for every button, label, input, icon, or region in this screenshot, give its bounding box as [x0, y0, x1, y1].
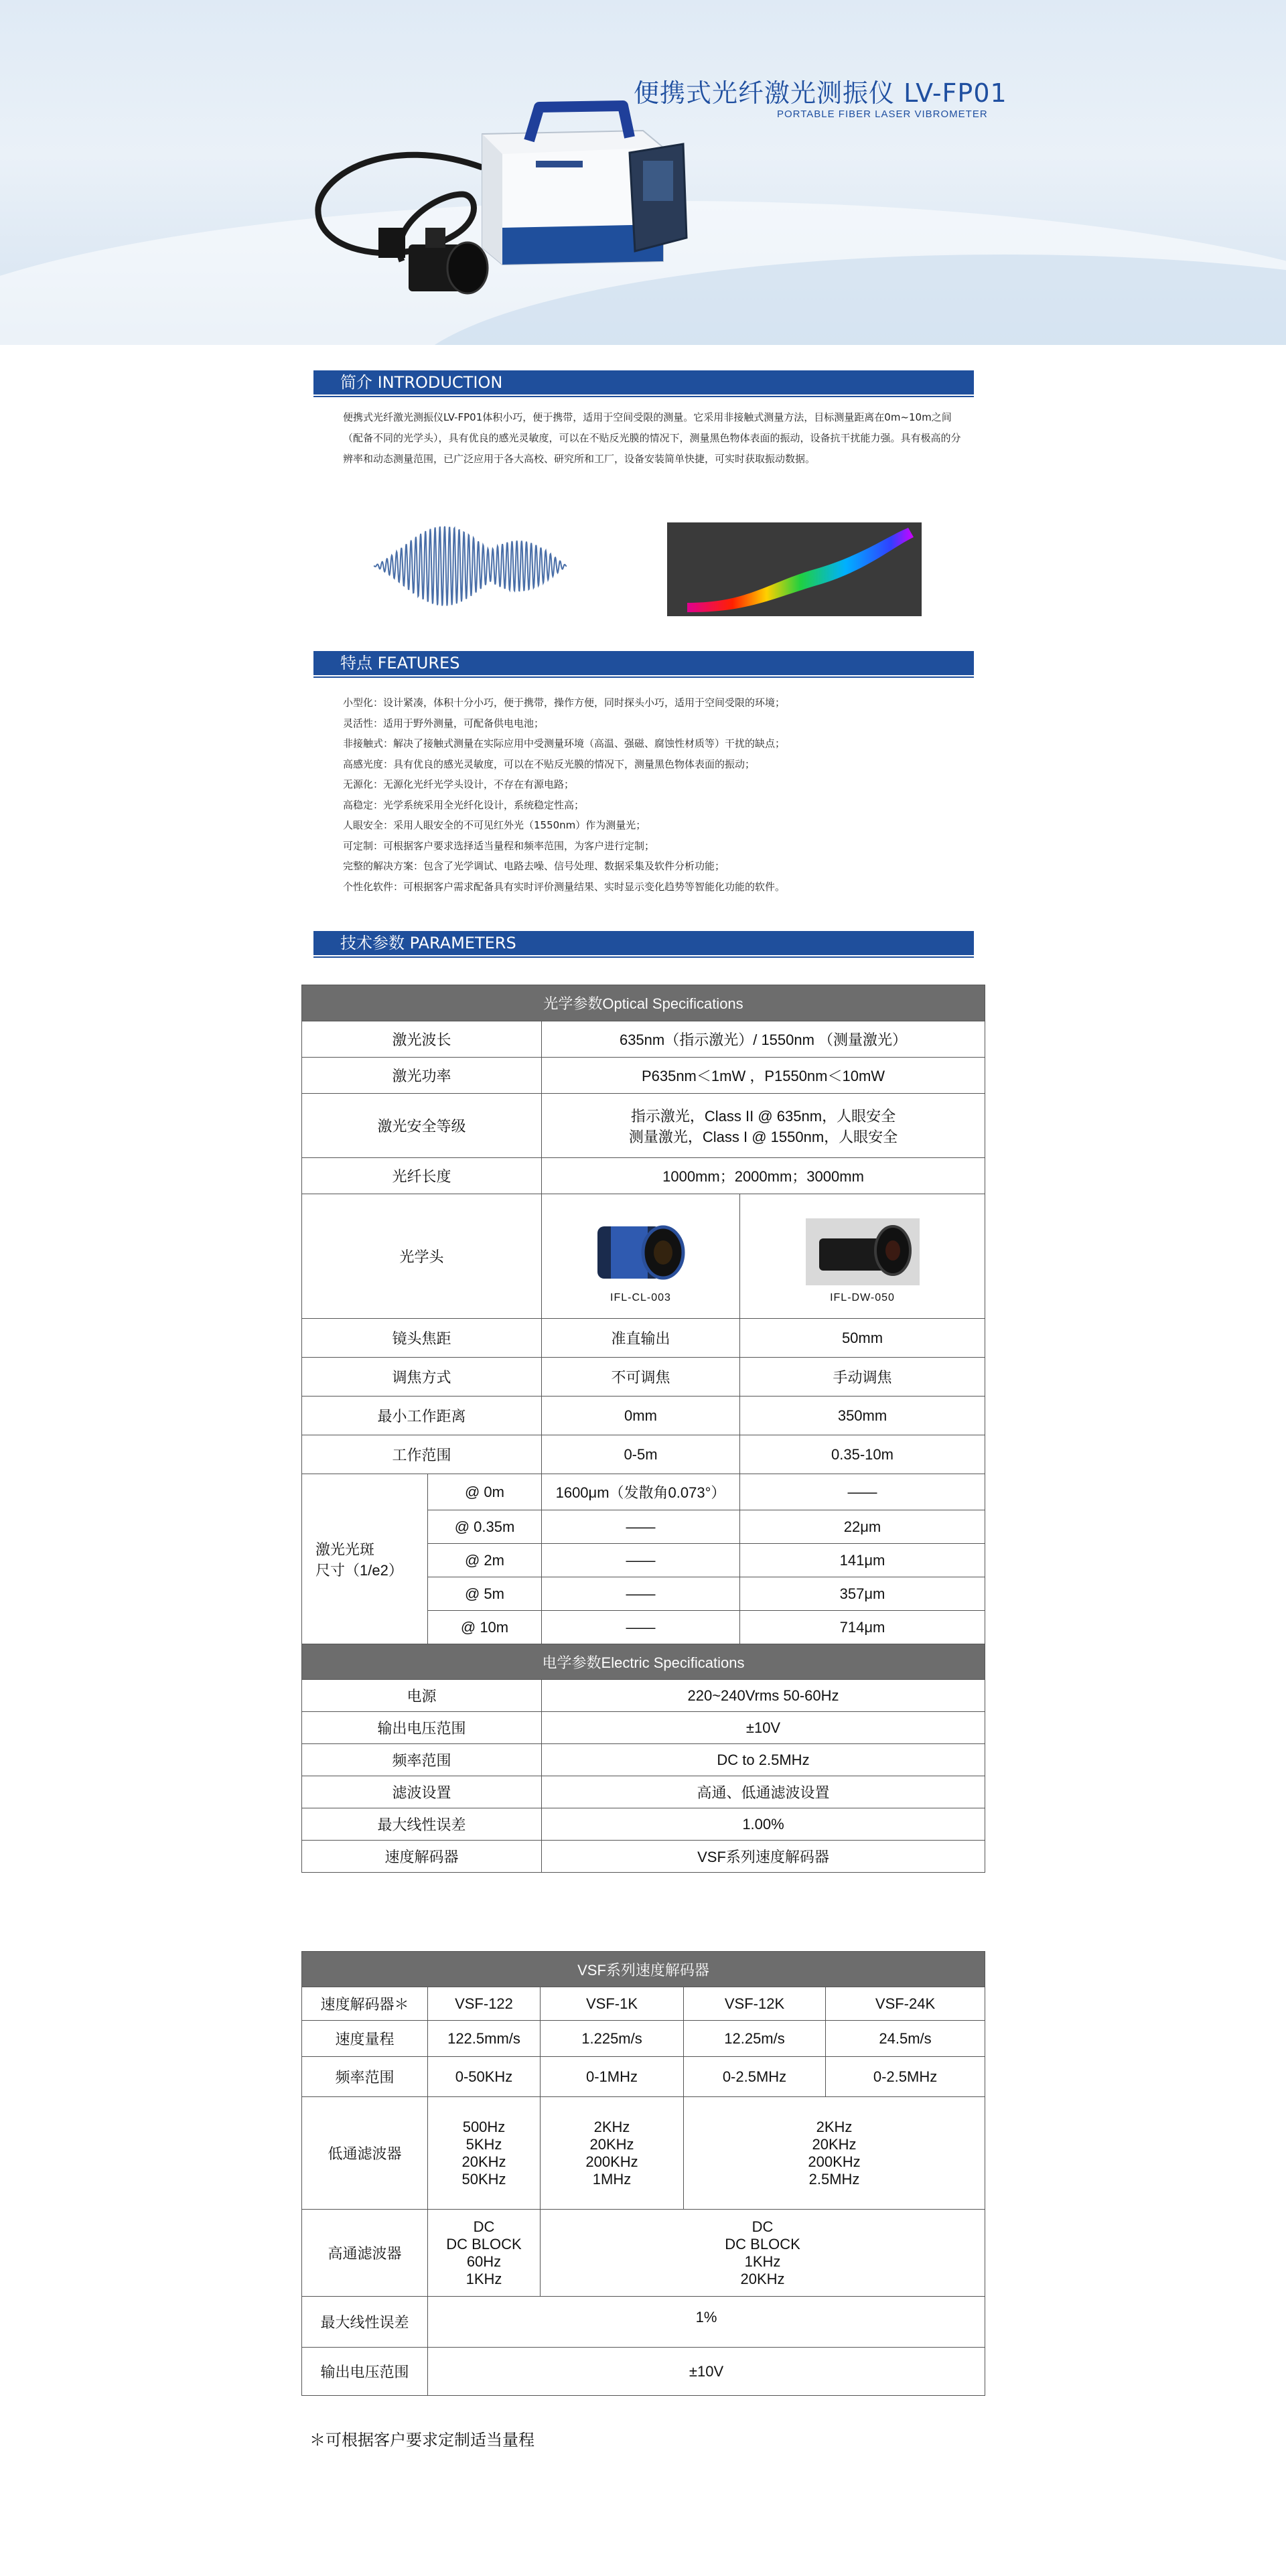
spec-label: 调焦方式 — [302, 1358, 542, 1397]
spot-distance: @ 10m — [428, 1611, 542, 1644]
section-intro-heading: 简介 INTRODUCTION — [313, 370, 974, 395]
spec-label: 输出电压范围 — [302, 1712, 542, 1744]
electric-spec-header: 电学参数Electric Specifications — [302, 1644, 985, 1680]
feature-item: 个性化软件：可根据客户需求配备具有实时评价测量结果、实时显示变化趋势等智能化功能的软件。 — [343, 880, 786, 893]
spot-value-cl: —— — [542, 1510, 740, 1544]
spec-label: 光学头 — [302, 1194, 542, 1319]
vsf-model: VSF-1K — [541, 1987, 684, 2021]
spec-label: 工作范围 — [302, 1435, 542, 1474]
spec-value: 350mm — [740, 1397, 985, 1435]
spec-label: 速度解码器 — [302, 1841, 542, 1873]
spec-label: 激光功率 — [302, 1058, 542, 1094]
spec-value: 0mm — [542, 1397, 740, 1435]
vsf-value: 0-2.5MHz — [826, 2057, 985, 2097]
filter-value: 1KHz — [744, 2252, 781, 2270]
spec-label: 电源 — [302, 1680, 542, 1712]
section-features-heading: 特点 FEATURES — [313, 651, 974, 675]
vsf-label: 速度解码器＊ — [302, 1987, 428, 2021]
spec-value — [542, 1094, 985, 1158]
vsf-value: 0-50KHz — [428, 2057, 541, 2097]
feature-item: 高稳定：光学系统采用全光纤化设计，系统稳定性高； — [343, 798, 585, 811]
filter-value: 1MHz — [592, 2170, 632, 2188]
filter-value: 20KHz — [740, 2270, 785, 2287]
optical-electric-spec-table — [301, 985, 985, 1873]
vsf-value: 0-1MHz — [541, 2057, 684, 2097]
vibration-wave-graphic — [367, 509, 575, 623]
vsf-highpass-cell — [541, 2210, 985, 2297]
optical-head-cell — [542, 1194, 740, 1319]
filter-value: 200KHz — [585, 2153, 638, 2170]
feature-item: 灵活性：适用于野外测量，可配备供电电池； — [343, 717, 545, 729]
lens-model-label: IFL-DW-050 — [830, 1291, 895, 1303]
vsf-label: 最大线性误差 — [302, 2297, 428, 2348]
lens-cl-image — [584, 1218, 698, 1285]
section-parameters-heading: 技术参数 PARAMETERS — [313, 931, 974, 955]
filter-value: 500Hz — [462, 2118, 506, 2135]
lens-dw-image — [806, 1218, 920, 1285]
vsf-label: 输出电压范围 — [302, 2348, 428, 2396]
vsf-value: 122.5mm/s — [428, 2021, 541, 2057]
spec-label: 激光波长 — [302, 1021, 542, 1058]
filter-value: 50KHz — [461, 2170, 506, 2188]
spec-value: 1.00% — [542, 1808, 985, 1841]
spec-value: ±10V — [542, 1712, 985, 1744]
spot-value-dw: 357μm — [740, 1577, 985, 1611]
spec-value: VSF系列速度解码器 — [542, 1841, 985, 1873]
spot-label-line: 尺寸（1/e2） — [315, 1561, 403, 1579]
spot-value-dw: 714μm — [740, 1611, 985, 1644]
vsf-model: VSF-122 — [428, 1987, 541, 2021]
banner — [0, 0, 1286, 345]
optical-spec-header: 光学参数Optical Specifications — [302, 985, 985, 1021]
intro-text: 便携式光纤激光测振仪LV-FP01体积小巧，便于携带，适用于空间受限的测量。它采用非接触式测量方法，目标测量距离在0m~10m之间（配备不同的光学头），具有优良的感光灵敏度，可以在不贴反光膜的情况下，测量黑色物体表面的振动，设备抗干扰能力强。具有极高的分辨率和动态测量范围，已广泛应用于各大高校、研究所和工厂，设备安装简单快捷，可实时获取振动数据。 — [343, 411, 961, 465]
beam-deflection-graphic — [667, 522, 922, 616]
spec-value: 635nm（指示激光）/ 1550nm （测量激光） — [542, 1021, 985, 1058]
spot-distance: @ 5m — [428, 1577, 542, 1611]
spot-size-label — [302, 1474, 428, 1644]
spec-value: 1000mm；2000mm；3000mm — [542, 1158, 985, 1194]
filter-value: 2KHz — [816, 2118, 853, 2135]
spot-value-dw: 22μm — [740, 1510, 985, 1544]
filter-value: 1KHz — [466, 2270, 502, 2287]
feature-item: 人眼安全：采用人眼安全的不可见红外光（1550nm）作为测量光； — [343, 819, 646, 831]
spec-value: 准直输出 — [542, 1319, 740, 1358]
feature-item: 完整的解决方案：包含了光学调试、电路去噪、信号处理、数据采集及软件分析功能； — [343, 860, 725, 872]
vsf-value: 24.5m/s — [826, 2021, 985, 2057]
vsf-value: ±10V — [428, 2348, 985, 2396]
feature-item: 非接触式：解决了接触式测量在实际应用中受测量环境（高温、强磁、腐蚀性材质等）干扰的缺点； — [343, 737, 786, 749]
feature-item: 可定制：可根据客户要求选择适当量程和频率范围，为客户进行定制； — [343, 839, 655, 852]
footnote: ＊可根据客户要求定制适当量程 — [309, 2431, 534, 2449]
vsf-header: VSF系列速度解码器 — [302, 1952, 985, 1987]
filter-value: 5KHz — [466, 2135, 502, 2153]
spot-value-cl: —— — [542, 1544, 740, 1577]
spot-value-cl: —— — [542, 1577, 740, 1611]
spot-distance: @ 0m — [428, 1474, 542, 1510]
vsf-lowpass-cell — [541, 2097, 684, 2210]
spec-value: 不可调焦 — [542, 1358, 740, 1397]
spot-distance: @ 2m — [428, 1544, 542, 1577]
spec-value: 0-5m — [542, 1435, 740, 1474]
feature-item: 小型化：设计紧凑，体积十分小巧，便于携带，操作方便，同时探头小巧，适用于空间受限的环境； — [343, 697, 786, 709]
vsf-label: 速度量程 — [302, 2021, 428, 2057]
spec-label: 光纤长度 — [302, 1158, 542, 1194]
spec-value: 手动调焦 — [740, 1358, 985, 1397]
spec-value: 220~240Vrms 50-60Hz — [542, 1680, 985, 1712]
vsf-value: 1.225m/s — [541, 2021, 684, 2057]
filter-value: DC — [473, 2218, 495, 2235]
safety-line: 测量激光，Class I @ 1550nm，人眼安全 — [628, 1128, 898, 1145]
spot-value-dw: —— — [740, 1474, 985, 1510]
feature-item: 高感光度：具有优良的感光灵敏度，可以在不贴反光膜的情况下，测量黑色物体表面的振动； — [343, 758, 756, 770]
spec-label: 频率范围 — [302, 1744, 542, 1776]
vsf-label: 低通滤波器 — [302, 2097, 428, 2210]
vsf-highpass-cell — [428, 2210, 541, 2297]
filter-value: 60Hz — [466, 2252, 502, 2270]
vsf-lowpass-cell — [684, 2097, 985, 2210]
spot-value-cl: —— — [542, 1611, 740, 1644]
vsf-decoder-table — [301, 1951, 985, 2396]
vsf-model: VSF-24K — [826, 1987, 985, 2021]
vsf-lowpass-cell — [428, 2097, 541, 2210]
safety-line: 指示激光，Class II @ 635nm，人眼安全 — [630, 1107, 896, 1125]
page-subtitle: PORTABLE FIBER LASER VIBROMETER — [777, 109, 988, 120]
spec-value: 50mm — [740, 1319, 985, 1358]
spec-label: 最大线性误差 — [302, 1808, 542, 1841]
filter-value: DC BLOCK — [725, 2235, 800, 2252]
filter-value: 2KHz — [593, 2118, 630, 2135]
feature-item: 无源化：无源化光纤光学头设计，不存在有源电路； — [343, 778, 575, 790]
vsf-value: 0-2.5MHz — [684, 2057, 826, 2097]
spot-value-dw: 141μm — [740, 1544, 985, 1577]
spec-value: 高通、低通滤波设置 — [542, 1776, 985, 1808]
spec-value: P635nm＜1mW ，P1550nm＜10mW — [542, 1058, 985, 1094]
spot-label-line: 激光光斑 — [315, 1541, 375, 1558]
filter-value: 20KHz — [589, 2135, 634, 2153]
vsf-label: 频率范围 — [302, 2057, 428, 2097]
filter-value: 2.5MHz — [808, 2170, 860, 2188]
filter-value: DC — [752, 2218, 774, 2235]
lens-model-label: IFL-CL-003 — [610, 1291, 671, 1303]
optical-head-cell — [740, 1194, 985, 1319]
vsf-value: 1% — [428, 2297, 985, 2348]
page-title: 便携式光纤激光测振仪 LV-FP01 — [634, 78, 1007, 108]
spec-label: 激光安全等级 — [302, 1094, 542, 1158]
filter-value: 200KHz — [808, 2153, 861, 2170]
product-image — [308, 94, 737, 321]
spot-distance: @ 0.35m — [428, 1510, 542, 1544]
spec-label: 镜头焦距 — [302, 1319, 542, 1358]
spot-value-cl: 1600μm（发散角0.073°） — [542, 1474, 740, 1510]
filter-value: DC BLOCK — [446, 2235, 522, 2252]
filter-value: 20KHz — [461, 2153, 506, 2170]
spec-label: 滤波设置 — [302, 1776, 542, 1808]
vsf-model: VSF-12K — [684, 1987, 826, 2021]
vsf-value: 12.25m/s — [684, 2021, 826, 2057]
spec-value: 0.35-10m — [740, 1435, 985, 1474]
filter-value: 20KHz — [812, 2135, 857, 2153]
spec-label: 最小工作距离 — [302, 1397, 542, 1435]
spec-value: DC to 2.5MHz — [542, 1744, 985, 1776]
features-list — [343, 693, 973, 897]
vsf-label: 高通滤波器 — [302, 2210, 428, 2297]
